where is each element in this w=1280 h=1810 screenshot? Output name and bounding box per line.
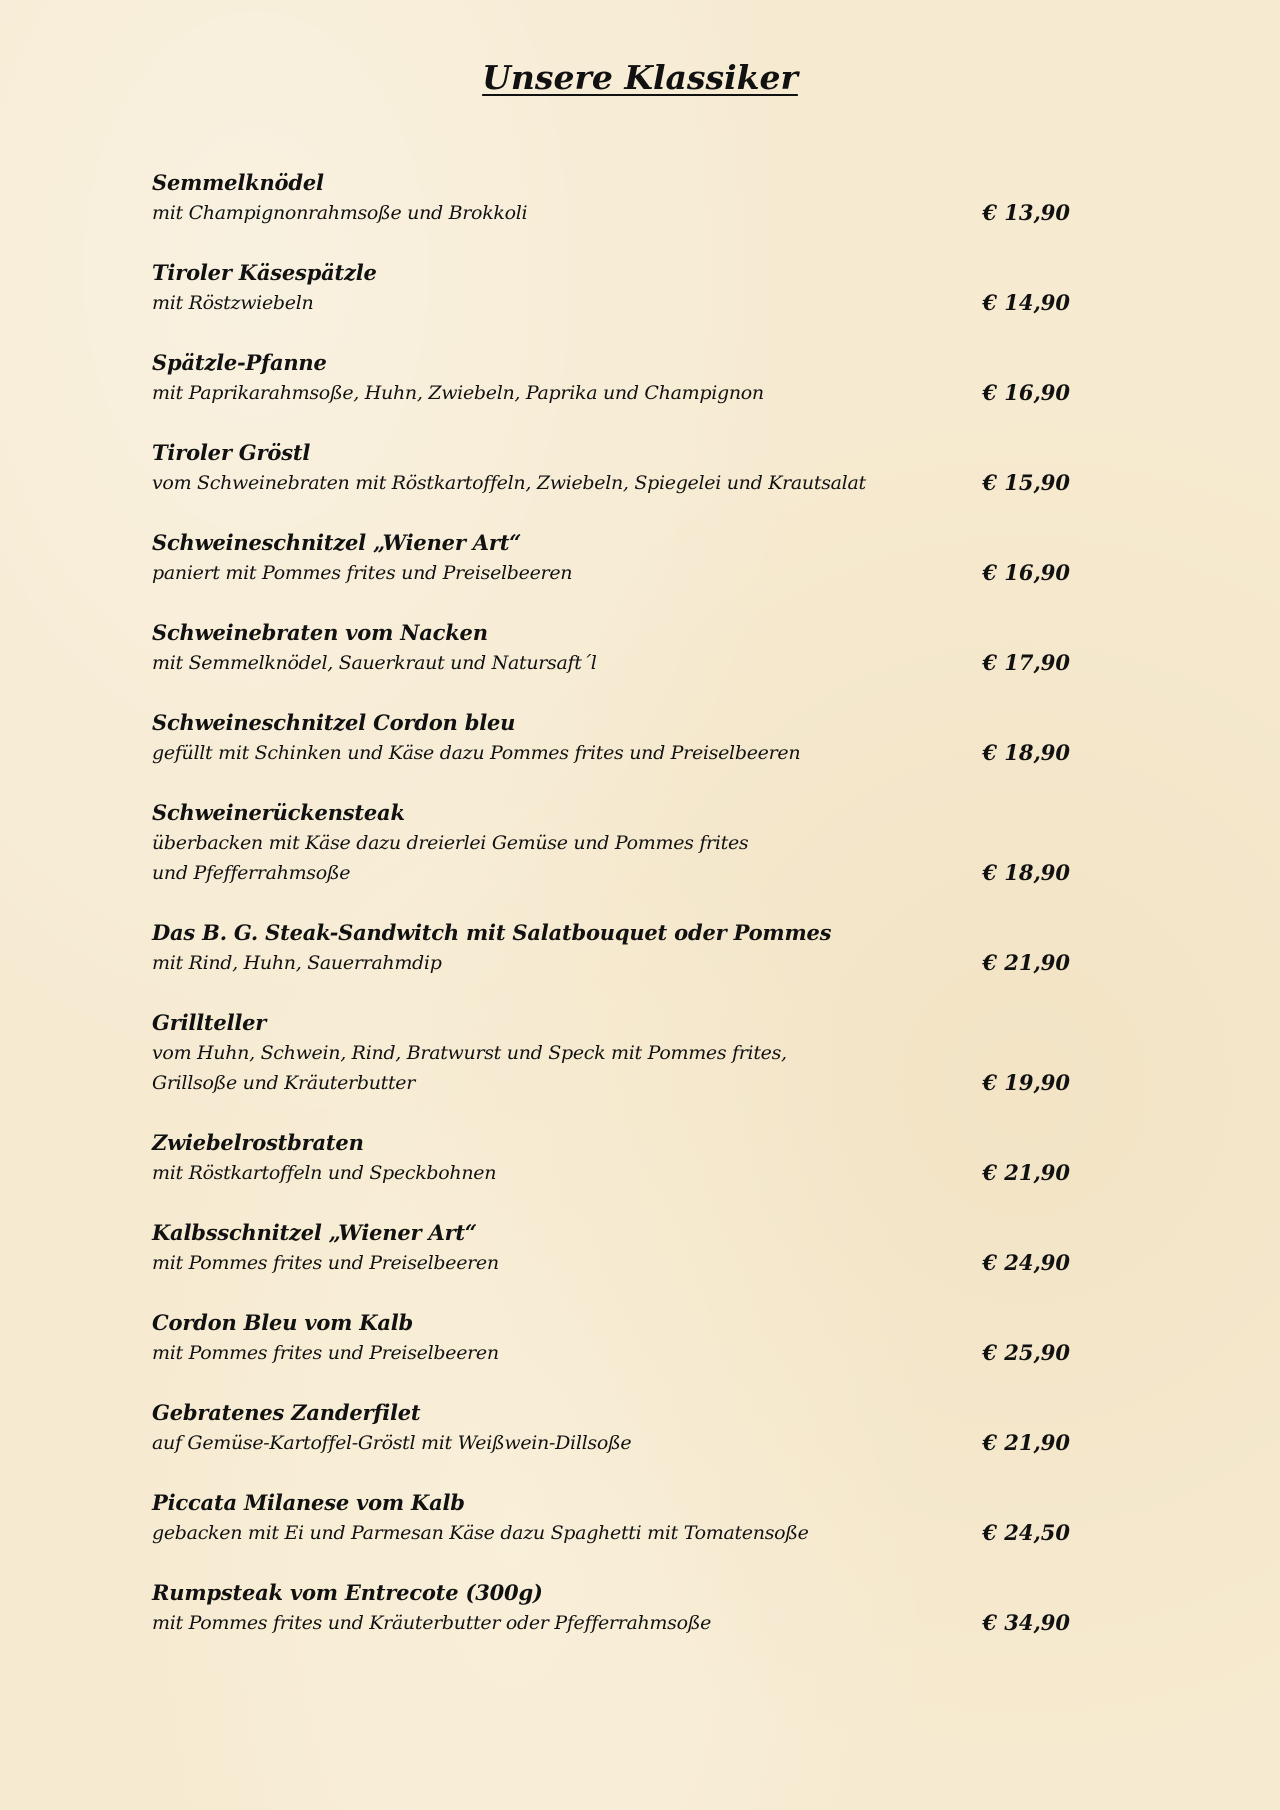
item-price: € 17,90: [982, 650, 1070, 675]
item-name: Piccata Milanese vom Kalb: [152, 1490, 465, 1515]
item-price: € 18,90: [982, 860, 1070, 885]
item-description: gefüllt mit Schinken und Käse dazu Pommes frites und Preiselbeeren: [152, 742, 801, 764]
item-name: Semmelknödel: [152, 170, 324, 195]
item-price: € 21,90: [982, 950, 1070, 975]
item-description-line2: und Pfefferrahmsoße: [152, 862, 351, 884]
item-price: € 24,50: [982, 1520, 1070, 1545]
item-description: mit Pommes frites und Kräuterbutter oder Pfefferrahmsoße: [152, 1612, 712, 1634]
menu-item: [152, 168, 1082, 228]
item-name: Schweinerückensteak: [152, 800, 405, 825]
menu-item: [152, 1008, 1082, 1098]
item-description: vom Schweinebraten mit Röstkartoffeln, Zwiebeln, Spiegelei und Krautsalat: [152, 472, 866, 494]
item-description: mit Rind, Huhn, Sauerrahmdip: [152, 952, 442, 974]
menu-item: [152, 528, 1082, 588]
item-name: Schweinebraten vom Nacken: [152, 620, 488, 645]
item-name: Gebratenes Zanderfilet: [152, 1400, 421, 1425]
menu-item: [152, 1398, 1082, 1458]
menu-item: [152, 708, 1082, 768]
item-name: Das B. G. Steak-Sandwitch mit Salatbouquet oder Pommes: [152, 920, 832, 945]
item-description: paniert mit Pommes frites und Preiselbeeren: [152, 562, 573, 584]
item-price: € 25,90: [982, 1340, 1070, 1365]
menu-item: [152, 1128, 1082, 1188]
item-name: Rumpsteak vom Entrecote (300g): [152, 1580, 543, 1605]
item-description: mit Pommes frites und Preiselbeeren: [152, 1342, 499, 1364]
item-price: € 15,90: [982, 470, 1070, 495]
item-name: Tiroler Käsespätzle: [152, 260, 377, 285]
item-price: € 18,90: [982, 740, 1070, 765]
item-price: € 24,90: [982, 1250, 1070, 1275]
item-price: € 21,90: [982, 1430, 1070, 1455]
menu-item: [152, 1578, 1082, 1638]
item-name: Tiroler Gröstl: [152, 440, 311, 465]
item-price: € 21,90: [982, 1160, 1070, 1185]
item-price: € 13,90: [982, 200, 1070, 225]
item-description: mit Paprikarahmsoße, Huhn, Zwiebeln, Paprika und Champignon: [152, 382, 764, 404]
item-price: € 19,90: [982, 1070, 1070, 1095]
item-name: Zwiebelrostbraten: [152, 1130, 364, 1155]
item-price: € 34,90: [982, 1610, 1070, 1635]
item-name: Schweineschnitzel Cordon bleu: [152, 710, 516, 735]
menu-list: [152, 168, 1082, 1668]
item-description-line2: Grillsoße und Kräuterbutter: [152, 1072, 416, 1094]
item-description: auf Gemüse-Kartoffel-Gröstl mit Weißwein-Dillsoße: [152, 1432, 632, 1454]
item-name: Cordon Bleu vom Kalb: [152, 1310, 413, 1335]
item-name: Grillteller: [152, 1010, 267, 1035]
item-description: mit Champignonrahmsoße und Brokkoli: [152, 202, 528, 224]
menu-item: [152, 798, 1082, 888]
menu-item: [152, 1218, 1082, 1278]
item-price: € 14,90: [982, 290, 1070, 315]
item-description: mit Semmelknödel, Sauerkraut und Natursaft´l: [152, 652, 597, 674]
menu-item: [152, 348, 1082, 408]
item-description: gebacken mit Ei und Parmesan Käse dazu Spaghetti mit Tomatensoße: [152, 1522, 809, 1544]
item-description: überbacken mit Käse dazu dreierlei Gemüse und Pommes frites: [152, 832, 749, 854]
menu-item: [152, 438, 1082, 498]
item-description: vom Huhn, Schwein, Rind, Bratwurst und Speck mit Pommes frites,: [152, 1042, 787, 1064]
item-description: mit Pommes frites und Preiselbeeren: [152, 1252, 499, 1274]
menu-item: [152, 618, 1082, 678]
item-price: € 16,90: [982, 560, 1070, 585]
menu-item: [152, 918, 1082, 978]
item-description: mit Röstzwiebeln: [152, 292, 314, 314]
menu-item: [152, 258, 1082, 318]
menu-item: [152, 1488, 1082, 1548]
item-name: Kalbsschnitzel „Wiener Art“: [152, 1220, 477, 1245]
item-description: mit Röstkartoffeln und Speckbohnen: [152, 1162, 497, 1184]
item-name: Spätzle-Pfanne: [152, 350, 327, 375]
item-name: Schweineschnitzel „Wiener Art“: [152, 530, 522, 555]
menu-item: [152, 1308, 1082, 1368]
item-price: € 16,90: [982, 380, 1070, 405]
menu-title: Unsere Klassiker: [482, 58, 798, 97]
